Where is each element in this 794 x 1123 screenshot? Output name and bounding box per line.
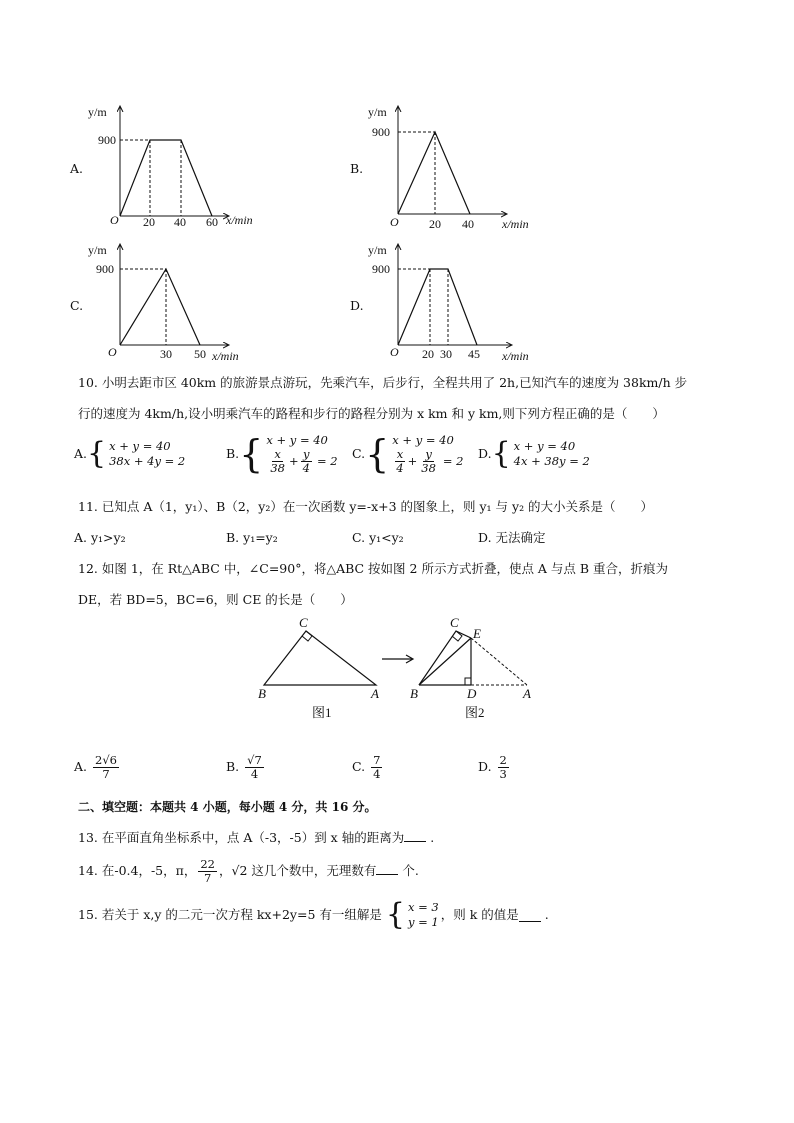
x-tick: 20 xyxy=(429,217,441,231)
q11-stem: 11. 已知点 A（1，y₁）、B（2，y₂）在一次函数 y=-x+3 的图象上，则 y₁ 与 y₂ 的大小关系是（ ） xyxy=(78,499,654,514)
point-label-d: D xyxy=(467,686,477,701)
q12-option-d: D. $\frac{2}{3}$ xyxy=(478,753,507,781)
graph-d xyxy=(362,236,562,368)
x-axis-label: x/min xyxy=(226,213,253,227)
x-tick: 45 xyxy=(468,347,480,361)
q12-option-c: C. $\frac{7}{4}$ xyxy=(352,753,381,781)
q11-option-a: A. y₁>y₂ xyxy=(74,530,126,545)
q11-option-d: D. 无法确定 xyxy=(478,530,546,545)
q13: 13. 在平面直角坐标系中，点 A（-3，-5）到 x 轴的距离为 . xyxy=(78,830,435,845)
graph-option-label: A. xyxy=(70,161,84,176)
x-axis-label: x/min xyxy=(502,349,529,363)
section-heading: 二、填空题：本题共 4 小题，每小题 4 分，共 16 分。 xyxy=(78,800,377,814)
point-label-b: B xyxy=(258,686,266,701)
answer-blank xyxy=(519,909,541,922)
answer-blank xyxy=(376,862,398,875)
x-tick: 40 xyxy=(174,215,186,229)
graph-a xyxy=(84,98,284,233)
q11-option-c: C. y₁<y₂ xyxy=(352,530,404,545)
point-label-a: A xyxy=(371,686,379,701)
figure-caption: 图2 xyxy=(465,705,485,720)
q10-option-b: B. { x + y = 40 $\frac{x}{38}$ + $\frac{y}{4}$ = 2 xyxy=(226,432,338,476)
x-tick: 30 xyxy=(160,347,172,361)
y-tick-900: 900 xyxy=(372,262,390,276)
q10-line2: 行的速度为 4km/h,设小明乘汽车的路程和步行的路程分别为 x km 和 y km,则下列方程正确的是（ ） xyxy=(78,406,665,421)
point-label-b: B xyxy=(410,686,418,701)
q12-option-a: A. $\frac{2√6}{7}$ xyxy=(74,753,117,781)
q10-option-c: C. { x + y = 40 $\frac{x}{4}$ + $\frac{y}{38}$ = 2 xyxy=(352,432,464,476)
x-tick: 50 xyxy=(194,347,206,361)
graph-b xyxy=(362,98,562,233)
y-axis-label: y/m xyxy=(368,243,387,257)
graph-option-label: B. xyxy=(350,161,364,176)
point-label-a: A xyxy=(523,686,531,701)
answer-blank xyxy=(404,829,426,842)
q15: 15. 若关于 x,y 的二元一次方程 kx+2y=5 有一组解是 { x = 3 y = 1 ，则 k 的值是 . xyxy=(78,897,549,932)
x-tick: 20 xyxy=(422,347,434,361)
origin-label: O xyxy=(390,345,399,359)
x-tick: 20 xyxy=(143,215,155,229)
point-label-c: C xyxy=(299,615,308,630)
x-axis-label: x/min xyxy=(212,349,239,363)
figure-caption: 图1 xyxy=(312,705,332,720)
origin-label: O xyxy=(110,213,119,227)
origin-label: O xyxy=(390,215,399,229)
figure-1 xyxy=(250,612,390,722)
q12-line2: DE，若 BD=5，BC=6，则 CE 的长是（ ） xyxy=(78,592,353,607)
y-axis-label: y/m xyxy=(368,105,387,119)
q12-line1: 12. 如图 1，在 Rt△ABC 中，∠C=90°，将△ABC 按如图 2 所示方式折叠，使点 A 与点 B 重合，折痕为 xyxy=(78,561,669,576)
q14: 14. 在-0.4，-5，π， $\frac{22}{7}$ ，√2 这几个数中，无理数有 个. xyxy=(78,857,419,885)
point-label-e: E xyxy=(473,626,481,641)
q12-option-b: B. $\frac{√7}{4}$ xyxy=(226,753,262,781)
y-axis-label: y/m xyxy=(88,243,107,257)
y-tick-900: 900 xyxy=(372,125,390,139)
x-tick: 40 xyxy=(462,217,474,231)
y-axis-label: y/m xyxy=(88,105,107,119)
graph-option-label: C. xyxy=(70,298,84,313)
graph-c xyxy=(84,236,284,368)
x-tick: 30 xyxy=(440,347,452,361)
x-axis-label: x/min xyxy=(502,217,529,231)
graph-option-label: D. xyxy=(350,298,364,313)
q10-option-d: D. { x + y = 40 4x + 38y = 2 xyxy=(478,436,590,471)
q10-option-a: A. { x + y = 40 38x + 4y = 2 xyxy=(74,436,186,471)
x-tick: 60 xyxy=(206,215,218,229)
y-tick-900: 900 xyxy=(96,262,114,276)
q11-option-b: B. y₁=y₂ xyxy=(226,530,278,545)
figure-2 xyxy=(405,612,545,722)
origin-label: O xyxy=(108,345,117,359)
q10-line1: 10. 小明去距市区 40km 的旅游景点游玩，先乘汽车，后步行，全程共用了 2h,已知汽车的速度为 38km/h 步 xyxy=(78,375,688,390)
y-tick-900: 900 xyxy=(98,133,116,147)
point-label-c: C xyxy=(450,615,459,630)
